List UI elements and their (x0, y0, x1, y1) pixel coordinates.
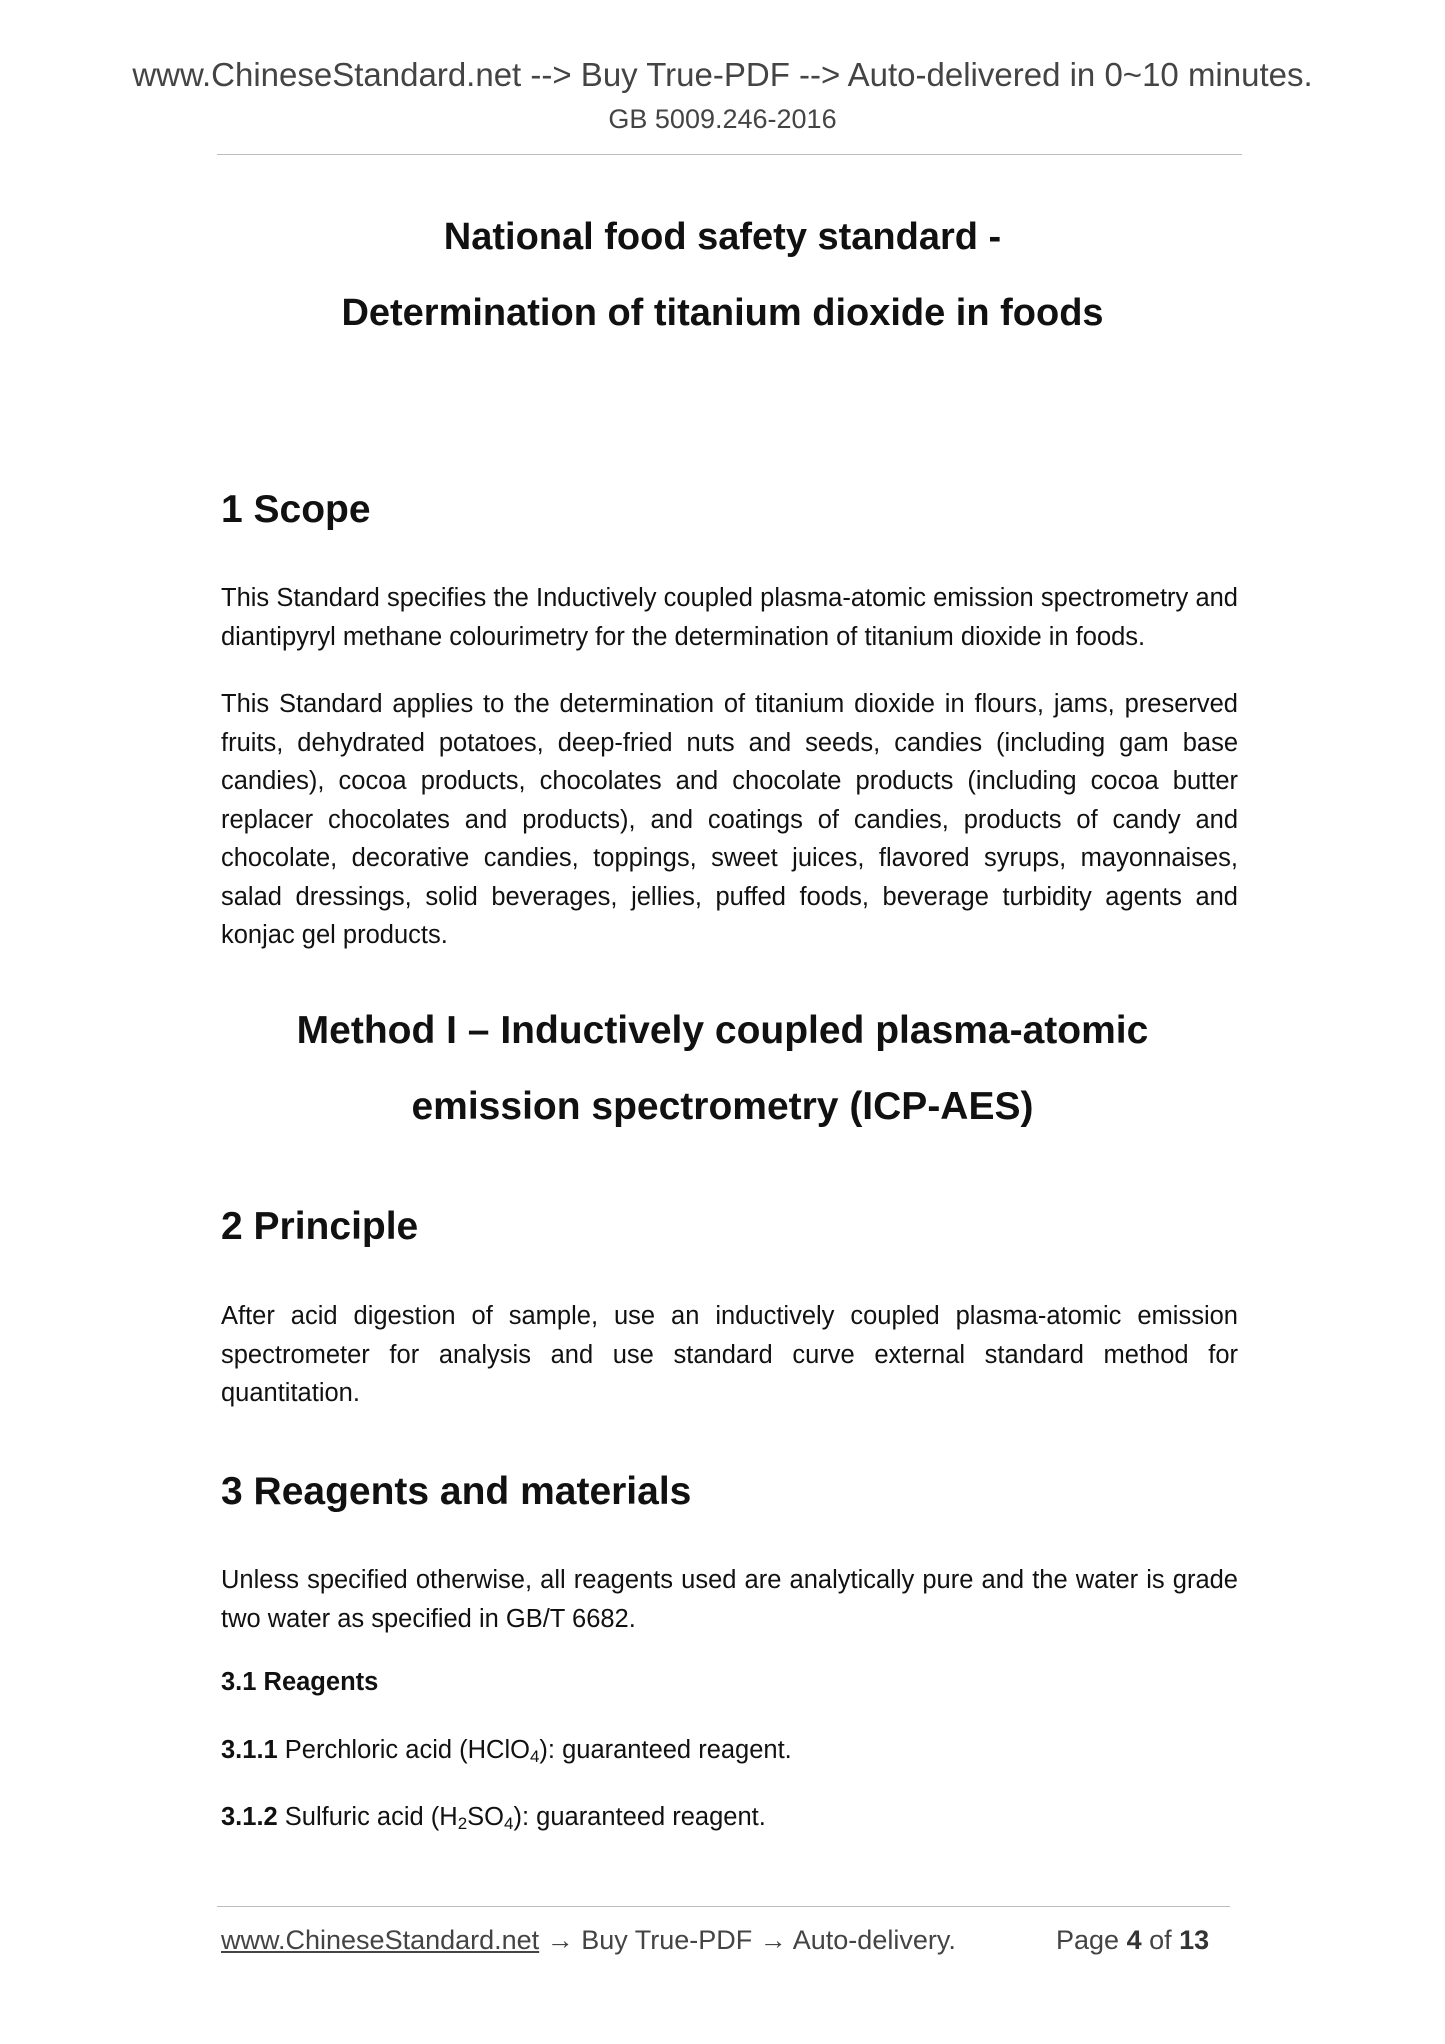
page-number: 4 (1126, 1925, 1142, 1955)
footer-promo (221, 1925, 956, 1956)
footer-divider (217, 1906, 1230, 1907)
of-label: of (1141, 1925, 1180, 1955)
page-total: 13 (1179, 1925, 1210, 1955)
document-title-line1: National food safety standard - (443, 216, 1002, 258)
footer-link[interactable]: www.ChineseStandard.net (221, 1925, 540, 1955)
footer-delivery-text: Auto-delivery. (792, 1925, 956, 1955)
arrow-icon: → (752, 1925, 793, 1955)
item-text: Perchloric acid (HClO (277, 1736, 530, 1764)
standard-code: GB 5009.246-2016 (608, 104, 837, 134)
footer-buy-text: Buy True-PDF (581, 1925, 753, 1955)
item-number: 3.1.1 (221, 1736, 278, 1764)
reagents-paragraph: Unless specified otherwise, all reagents used are analytically pure and the water is grade two water as specified in GB/T 6682. (221, 1566, 1238, 1633)
reagent-item-perchloric-acid (221, 1736, 792, 1765)
arrow-icon: → (539, 1925, 582, 1955)
page-label: Page (1056, 1925, 1127, 1955)
principle-paragraph: After acid digestion of sample, use an inductively coupled plasma-atomic emission spectrometer for analysis and use standard curve external standard method for quantitation. (221, 1302, 1238, 1407)
header-divider (217, 154, 1242, 155)
scope-paragraph-2: This Standard applies to the determination of titanium dioxide in flours, jams, preserved fruits, dehydrated potatoes, deep-fried nuts and seeds, candies (including gam base candies), cocoa products, chocolates and chocolate products (including cocoa butter replacer chocolates and products), and coatings of candies, products of candy and chocolate, decorative candies, toppings, sweet juices, flavored syrups, mayonnaises, salad dressings, solid beverages, jellies, puffed foods, beverage turbidity agents and konjac gel products. (221, 690, 1238, 949)
section-heading-scope: 1 Scope (221, 488, 371, 531)
subscript: 4 (504, 1814, 514, 1833)
section-heading-principle: 2 Principle (221, 1205, 419, 1248)
method-title-line2: emission spectrometry (ICP-AES) (411, 1085, 1034, 1128)
subscript: 2 (457, 1814, 468, 1833)
subheading-reagents: 3.1 Reagents (221, 1668, 379, 1696)
item-text: Sulfuric acid (H (277, 1803, 458, 1831)
item-text-end: ): guaranteed reagent. (513, 1803, 766, 1831)
reagent-item-sulfuric-acid (221, 1803, 766, 1832)
item-number: 3.1.2 (221, 1803, 278, 1831)
method-title-line1: Method I – Inductively coupled plasma-atomic (296, 1009, 1149, 1052)
scope-paragraph-1: This Standard specifies the Inductively coupled plasma-atomic emission spectrometry and diantipyryl methane colourimetry for the determination of titanium dioxide in foods. (221, 584, 1238, 651)
subscript: 4 (529, 1747, 540, 1766)
page-indicator (1056, 1925, 1209, 1956)
item-text-end: ): guaranteed reagent. (539, 1736, 792, 1764)
header-banner: www.ChineseStandard.net --> Buy True-PDF --> Auto-delivered in 0~10 minutes. (132, 56, 1313, 93)
section-heading-reagents: 3 Reagents and materials (221, 1470, 692, 1513)
document-title-line2: Determination of titanium dioxide in foods (341, 292, 1104, 334)
item-text-mid: SO (467, 1803, 505, 1831)
